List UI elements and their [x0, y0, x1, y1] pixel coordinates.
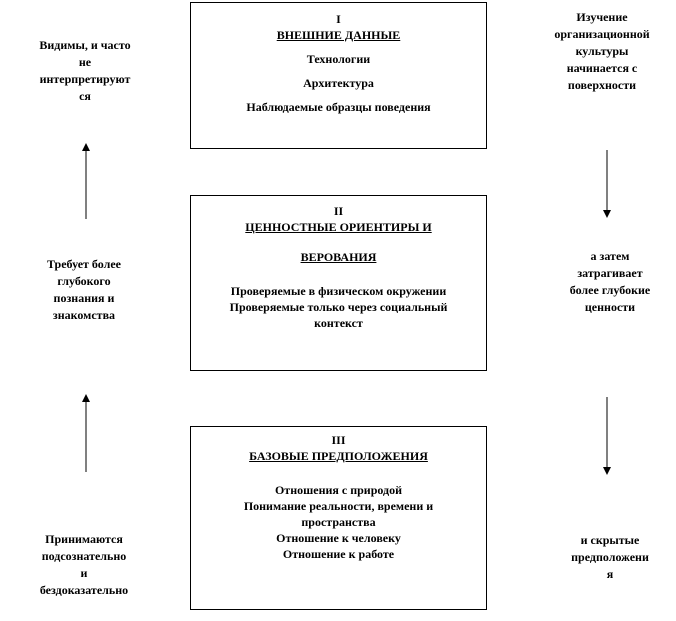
caption-line: Видимы, и часто [39, 38, 131, 52]
caption-line: поверхности [567, 78, 637, 92]
caption-line: ся [79, 89, 91, 103]
level-3-item: Отношение к работе [282, 547, 395, 561]
level-2-box [190, 195, 487, 371]
caption-line: интерпретируют [39, 72, 131, 86]
right-caption-hidden [530, 532, 676, 583]
level-3-box [190, 426, 487, 610]
caption-line: Изучение [576, 10, 628, 24]
level-1-title: ВНЕШНИЕ ДАННЫЕ [276, 28, 401, 42]
caption-line: бездоказательно [39, 583, 129, 597]
level-2-number: II [333, 204, 344, 218]
left-caption-requires [0, 256, 169, 324]
caption-line: Требует более [46, 257, 121, 271]
caption-line: организационной [554, 27, 650, 41]
level-1-number: I [336, 12, 341, 26]
caption-line: затрагивает [577, 266, 643, 280]
level-2-title: ЦЕННОСТНЫЕ ОРИЕНТИРЫ И [245, 220, 432, 234]
level-1-box [190, 2, 487, 149]
caption-line: я [606, 567, 614, 581]
level-1-item: Технологии [306, 52, 371, 66]
caption-line: глубокого [57, 274, 111, 288]
left-caption-visible [10, 37, 160, 105]
caption-line: подсознательно [41, 549, 127, 563]
caption-line: ценности [584, 300, 636, 314]
caption-line: предположени [571, 550, 649, 564]
level-2-title-cont: ВЕРОВАНИЯ [300, 250, 377, 264]
caption-line: Принимаются [45, 532, 123, 546]
level-3-title: БАЗОВЫЕ ПРЕДПОЛОЖЕНИЯ [249, 449, 428, 463]
level-3-item: Отношения с природой [274, 483, 403, 497]
caption-line: а затем [590, 249, 630, 263]
caption-line: культуры [575, 44, 629, 58]
level-3-number: III [331, 433, 346, 447]
level-2-item: Проверяемые только через социальный [229, 300, 448, 314]
right-caption-then [530, 248, 676, 316]
caption-line: более глубокие [569, 283, 651, 297]
caption-line: не [78, 55, 92, 69]
level-2-item: контекст [314, 316, 363, 330]
caption-line: познания и [53, 291, 115, 305]
left-caption-accepted [0, 531, 174, 599]
caption-line: знакомства [52, 308, 116, 322]
level-2-item: Проверяемые в физическом окружении [230, 284, 447, 298]
caption-line: и скрытые [580, 533, 640, 547]
level-1-item: Наблюдаемые образцы поведения [246, 100, 431, 114]
right-caption-study [522, 9, 676, 94]
level-3-item: Понимание реальности, времени и [243, 499, 434, 513]
level-3-item: Отношение к человеку [276, 531, 401, 545]
caption-line: и [80, 566, 88, 580]
level-1-item: Архитектура [303, 76, 374, 90]
level-3-item: пространства [301, 515, 376, 529]
caption-line: начинается с [566, 61, 638, 75]
